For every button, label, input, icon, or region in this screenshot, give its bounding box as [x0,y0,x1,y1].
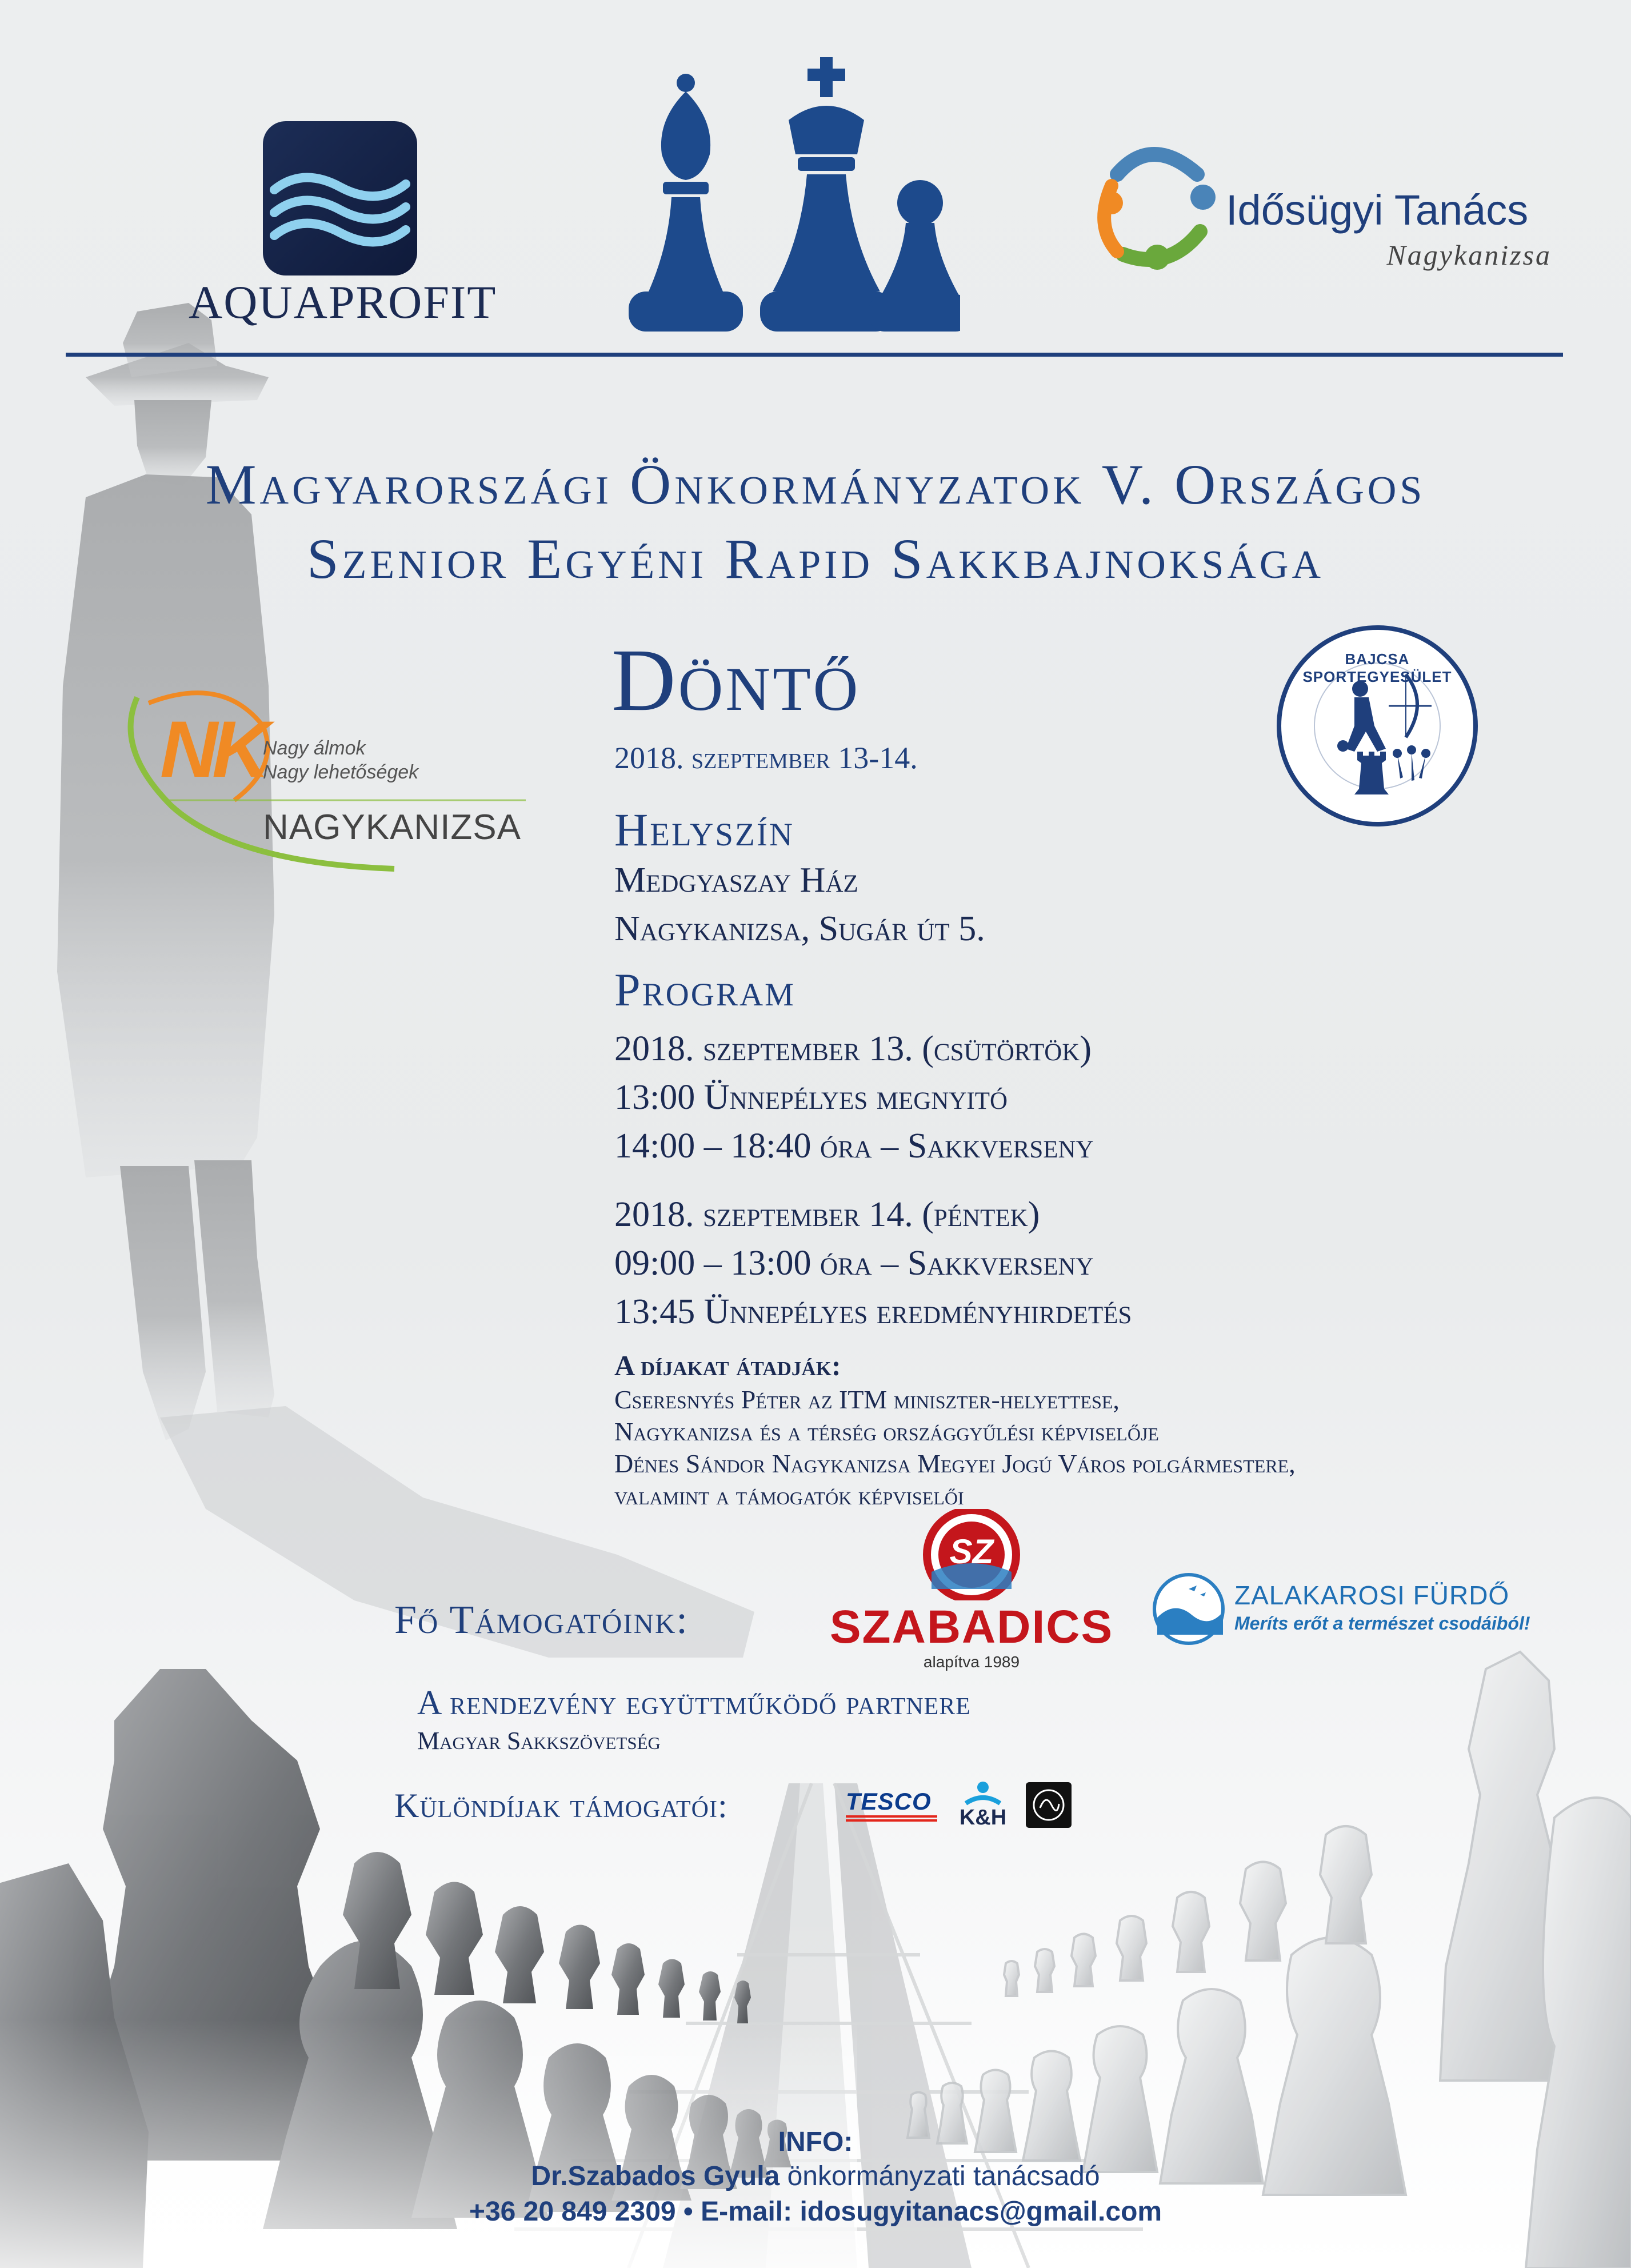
aquaprofit-name: AQUAPROFIT [189,276,497,328]
idosugyi-name: Idősügyi Tanács [1226,186,1529,234]
awards-line-3: Dénes Sándor Nagykanizsa Megyei Jogú Város polgármestere, [614,1449,1296,1478]
partner-name: Magyar Sakkszövetség [417,1727,661,1755]
idosugyi-tanacs-logo [1094,140,1569,271]
nk-tagline-2: Nagy lehetőségek [263,761,419,783]
info-heading: INFO: [778,2127,853,2157]
nagykanizsa-logo [120,680,531,886]
awards-line-1: Cseresnyés Péter az ITM miniszter-helyettese, [614,1385,1120,1414]
event-title-line-1: Magyarországi Önkormányzatok V. Országos [205,453,1426,516]
szabadics-name: SZABADICS [829,1601,1114,1653]
kh-logo [952,1780,1014,1832]
szabadics-tagline: alapítva 1989 [923,1653,1020,1671]
info-name: Dr.Szabados Gyula [531,2161,780,2191]
final-dates: 2018. szeptember 13-14. [614,741,918,775]
people-circle-icon [1094,140,1220,271]
final-heading: Döntő [611,630,861,729]
kh-name: K&H [959,1806,1007,1830]
program-day1-item-1: 13:00 Ünnepélyes megnyitó [614,1078,1008,1117]
script-emblem-icon [1026,1782,1072,1828]
nk-letters: NK [160,704,265,794]
program-day2-item-1: 09:00 – 13:00 óra – Sakkverseny [614,1244,1094,1283]
aquaprofit-logo [189,121,497,338]
bajcsa-sportegyesulet-logo [1274,623,1480,829]
sponsor-emblem-logo [1026,1782,1072,1828]
szabadics-logo [829,1509,1114,1680]
special-prizes-label: Különdíjak támogatói: [394,1787,728,1824]
nk-city: NAGYKANIZSA [263,808,521,847]
event-title-line-2: Szenior Egyéni Rapid Sakkbajnoksága [306,527,1325,590]
zalakarosi-furdo-logo [1149,1572,1572,1646]
info-contact-person [0,2161,1631,2192]
tesco-stripes-icon [846,1814,937,1823]
program-day2-date: 2018. szeptember 14. (péntek) [614,1195,1040,1234]
venue-line-2: Nagykanizsa, Sugár út 5. [614,909,985,948]
blue-chess-pieces-icon [617,57,960,343]
zalakaros-name: ZALAKAROSI FÜRDŐ [1234,1580,1510,1610]
program-heading: Program [614,964,795,1016]
tesco-logo [846,1789,937,1823]
partner-label: A rendezvény együttműködő partnere [417,1684,971,1722]
awards-line-4: valamint a támogatók képviselői [614,1481,964,1510]
awards-heading: A díjakat átadják: [614,1349,841,1381]
szabadics-badge-letters: SZ [949,1532,994,1571]
kh-figure-icon [952,1780,1014,1806]
main-sponsors-label: Fő Támogatóink: [394,1598,689,1642]
program-day1-date: 2018. szeptember 13. (csütörtök) [614,1029,1092,1068]
program-day2-item-2: 13:45 Ünnepélyes eredményhirdetés [614,1292,1132,1331]
venue-line-1: Medgyaszay Ház [614,861,858,900]
zalakaros-tagline: Meríts erőt a természet csodáiból! [1234,1613,1530,1634]
info-role: önkormányzati tanácsadó [779,2161,1100,2191]
nk-tagline-1: Nagy álmok [263,737,366,759]
header-divider [66,353,1563,357]
awards-line-2: Nagykanizsa és a térség országgyűlési képviselője [614,1417,1159,1446]
bajcsa-badge-text: BAJCSA SPORTEGYESÜLET [1302,650,1452,685]
idosugyi-subtitle: Nagykanizsa [1386,239,1552,271]
venue-heading: Helyszín [614,804,794,856]
zalakaros-wave-icon [1149,1572,1229,1646]
program-day1-item-2: 14:00 – 18:40 óra – Sakkverseny [614,1127,1094,1165]
tesco-name: TESCO [846,1788,932,1815]
aquaprofit-waves-icon [263,121,417,275]
info-contact-details: +36 20 849 2309 • E-mail: idosugyitanacs@gmail.com [469,2197,1162,2227]
